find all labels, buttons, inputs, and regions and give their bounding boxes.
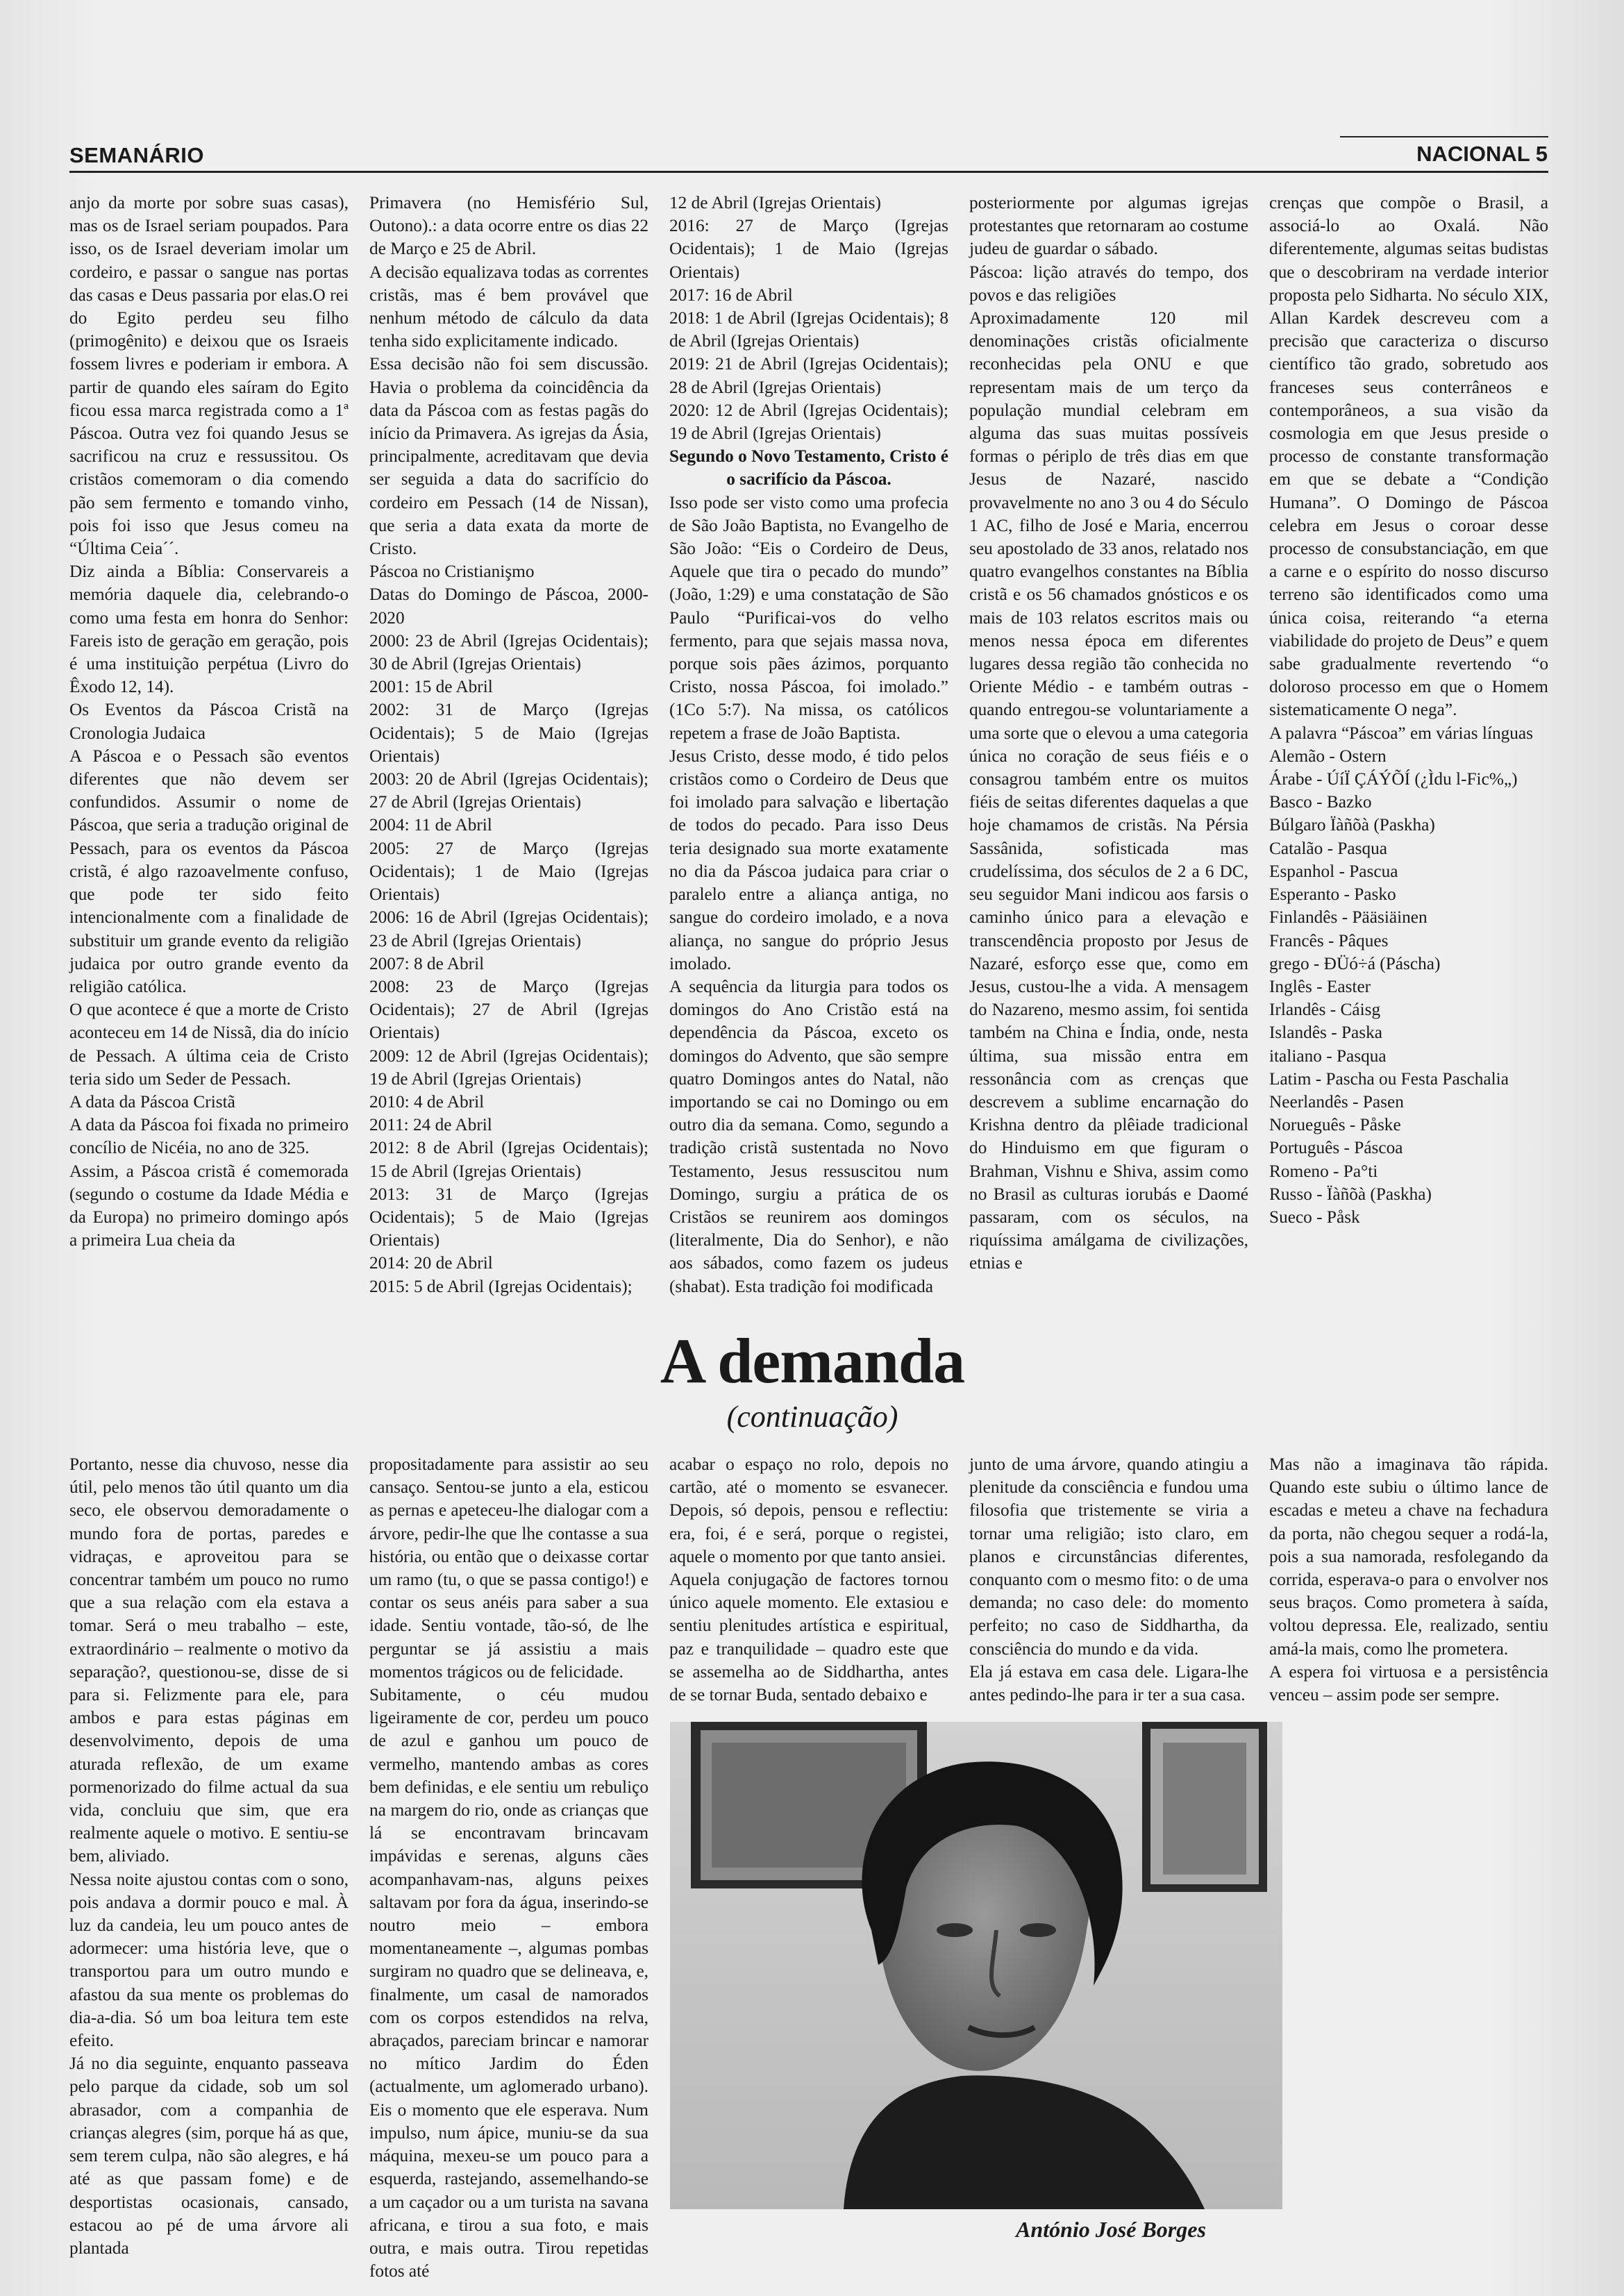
language-entry: Romeno - Pa°ti <box>1269 1161 1378 1181</box>
paragraph: Diz ainda a Bíblia: Conservareis a memória daquele dia, celebrando-o como uma festa em honra do Senhor: Fareis isto de geração em geração, pois é uma instituição perpétua (Livro do Êxodo 12, 14). <box>69 562 349 697</box>
subheading: Páscoa: lição através do tempo, dos povos e das religiões <box>969 262 1248 305</box>
paragraph: Subitamente, o céu mudou ligeiramente de cor, perdeu um pouco de azul e ganhou um pouco de vermelho, mantendo ambas as cores bem definidas, e ele sentiu um rebuliço na margem do rio, onde as crianças que lá se encontravam brincavam impávidas e serenas, alguns cães acompanhavam-nas, alguns peixes saltavam por fora da água, inserindo-se noutro meio – embora momentaneamente –, algumas pombas surgiram no quadro que se delineava, e, finalmente, um casal de namorados com os corpos estendidos na relva, abraçados, pareciam brincar e namorar no mítico Jardim do Éden (actualmente, um aglomerado urbano). Eis o momento que ele esperava. Num impulso, num ápice, muniu-se da sua máquina, mexeu-se um pouco para a esquerda, rastejando, assemelhando-se a um caçador ou a um turista na savana africana, e tirou a sua foto, e mais outra, e mais outra. Tirou repetidas fotos até <box>369 1685 648 2281</box>
language-entry: Russo - Ïàñõà (Paskha) <box>1269 1184 1432 1204</box>
date-entry: 2014: 20 de Abril <box>369 1253 493 1273</box>
paragraph: Jesus Cristo, desse modo, é tido pelos cristãos como o Cordeiro de Deus que foi imolado para salvação e libertação de todos do pecado. Para isso Deus teria designado sua morte exatamente no dia da Páscoa judaica para criar o paralelo entre a aliança antiga, no sangue do cordeiro imolado, e a nova aliança, no sangue do próprio Jesus imolado. <box>669 746 948 973</box>
language-entry: Francês - Pâques <box>1269 930 1389 950</box>
paragraph: A sequência da liturgia para todos os domingos do Ano Cristão está na dependência da Páscoa, exceto os domingos do Advento, que são sempre quatro Domingos antes do Natal, não importando se cai no Domingo ou em outro dia da semana. Como, segundo a tradição cristã sustentada no Novo Testamento, Jesus ressuscitou num Domingo, surgiu a prática de os Cristãos se reunirem aos domingos (literalmente, Dia do Senhor), e não aos sábados, como fazem os judeus (shabat). Esta tradição foi modificada <box>669 976 948 1296</box>
paragraph: Portanto, nesse dia chuvoso, nesse dia útil, pelo menos tão útil quanto um dia seco, ele observou demoradamente o mundo fora de portas, paredes e vidraças, e aproveitou para se concentrar também um pouco no rumo que a sua relação com ela estava a tomar. Será o meu trabalho – este, extraordinário – realmente o motivo da separação?, questionou-se, disse de si para si. Felizmente para ele, para ambos e para estas páginas em desenvolvimento, depois de uma aturada reflexão, de um exame pormenorizado do filme actual da sua vida, concluiu que sim, que era realmente aquele o motivo. E sentiu-se bem, aliviado. <box>69 1455 349 1866</box>
subheading: A palavra “Páscoa” em várias línguas <box>1269 723 1534 743</box>
header-rule <box>69 171 1548 173</box>
language-entry: Basco - Bazko <box>1269 792 1372 812</box>
page-number: 5 <box>1535 142 1548 166</box>
language-entry: Português - Páscoa <box>1269 1138 1403 1158</box>
language-entry: Espanhol - Pascua <box>1269 861 1398 881</box>
pascoa-column-2 <box>369 192 648 1298</box>
date-entry: 2013: 31 de Março (Igrejas Ocidentais); 5 de Maio (Igrejas Orientais) <box>369 1184 648 1250</box>
date-entry: 12 de Abril (Igrejas Orientais) <box>669 193 881 212</box>
subheading: Páscoa no Cristianişmo <box>369 562 535 582</box>
language-entry: grego - ÐÜó÷á (Páscha) <box>1269 953 1441 973</box>
language-entry: Norueguês - Påske <box>1269 1115 1401 1135</box>
paragraph: Nessa noite ajustou contas com o sono, pois andava a dormir pouco e mal. À luz da candeia, leu um pouco antes de adormecer: uma história leve, que o transportou para um outro mundo e afastou da sua mente os problemas do dia-a-dia. Só um boa leitura tem este efeito. <box>69 1869 349 2051</box>
language-entry: Alemão - Ostern <box>1269 746 1387 766</box>
paragraph: Mas não a imaginava tão rápida. Quando este subiu o último lance de escadas e meteu a chave na fechadura da porta, não chegou sequer a rodá-la, pois a sua namorada, resfolegando da corrida, esperava-o para o envolver nos seus braços. Como prometera à saída, voltou depressa. Ele, realizado, sentiu amá-la mais, como lhe prometera. <box>1269 1455 1548 1659</box>
publication-name: SEMANÁRIO <box>69 143 204 167</box>
language-entry: Sueco - Påsk <box>1269 1207 1360 1227</box>
date-entry: 2000: 23 de Abril (Igrejas Ocidentais); 30 de Abril (Igrejas Orientais) <box>369 630 648 674</box>
paragraph: propositadamente para assistir ao seu cansaço. Sentou-se junto a ela, esticou as pernas e apeteceu-lhe dialogar com a árvore, pedir-lhe que lhe contasse a sua história, ou então que o deixasse cortar um ramo (tu, o que se passa contigo!) e contar os seus anéis para saber a sua idade. Sentiu vontade, tão-só, de lhe perguntar se já assistiu a mais momentos trágicos ou de felicidade. <box>369 1455 648 1682</box>
paragraph: posteriormente por algumas igrejas protestantes que retornaram ao costume judeu de guardar o sábado. <box>969 193 1248 259</box>
paragraph: Primavera (no Hemisfério Sul, Outono).: a data ocorre entre os dias 22 de Março e 25 de Abril. <box>369 193 648 259</box>
demanda-column-4 <box>969 1453 1248 1707</box>
date-entry: 2020: 12 de Abril (Igrejas Ocidentais); 19 de Abril (Igrejas Orientais) <box>669 400 948 444</box>
paragraph: Ela já estava em casa dele. Ligara-lhe antes pedindo-lhe para ir ter a sua casa. <box>969 1661 1248 1705</box>
language-entry: Árabe - ÚíÏ ÇÁÝÕÍ (¿Ìdu l-Fic%„) <box>1269 769 1518 789</box>
language-entry: italiano - Pasqua <box>1269 1046 1387 1066</box>
paragraph: Essa decisão não foi sem discussão. Havia o problema da coincidência da data da Páscoa com as festas pagãs do início da Primavera. As igrejas da Ásia, principalmente, acreditavam que devia ser seguida a data do sacrifício do cordeiro em Pessach (14 de Nissan), que seria a data exata da morte de Cristo. <box>369 354 648 559</box>
paragraph: Já no dia seguinte, enquanto passeava pelo parque da cidade, sob um sol abrasador, com a companhia de crianças alegres (sim, porque há as que, sem terem culpa, não são alegres, e há até as que passam fome) e de desportistas ocasionais, cansado, estacou ao pé de uma árvore ali plantada <box>69 2054 349 2258</box>
language-entry: Búlgaro Ïàñõà (Paskha) <box>1269 815 1435 835</box>
author-portrait-drawing <box>670 1722 1282 2209</box>
date-entry: 2015: 5 de Abril (Igrejas Ocidentais); <box>369 1276 633 1296</box>
paragraph: A espera foi virtuosa e a persistência venceu – assim pode ser sempre. <box>1269 1661 1548 1705</box>
date-entry: 2016: 27 de Março (Igrejas Ocidentais); 1 de Maio (Igrejas Orientais) <box>669 216 948 282</box>
language-entry: Inglês - Easter <box>1269 976 1371 996</box>
paragraph: Assim, a Páscoa cristã é comemorada (segundo o costume da Idade Média e da Europa) no primeiro domingo após a primeira Lua cheia da <box>69 1161 349 1250</box>
date-entry: 2011: 24 de Abril <box>369 1115 492 1135</box>
language-entry: Islandês - Paska <box>1269 1023 1382 1043</box>
paragraph: Aquela conjugação de factores tornou único aquele momento. Ele extasiou e sentiu plenitudes artística e espiritual, paz e tranquilidade – quadro este que se assemelha ao de Siddhartha, antes de se tornar Buda, sentado debaixo e <box>669 1570 948 1705</box>
date-entry: 2001: 15 de Abril <box>369 677 493 697</box>
subheading: Os Eventos da Páscoa Cristã na Cronologia Judaica <box>69 700 349 743</box>
pascoa-column-4 <box>969 192 1248 1275</box>
language-entry: Finlandês - Pääsiäinen <box>1269 907 1428 928</box>
paragraph: A decisão equalizava todas as correntes cristãs, mas é bem provável que nenhum método de cálculo da data tenha sido explicitamente indicado. <box>369 262 648 351</box>
date-entry: 2005: 27 de Março (Igrejas Ocidentais); 1 de Maio (Igrejas Orientais) <box>369 838 648 905</box>
demanda-column-1 <box>69 1453 349 2260</box>
paragraph: junto de uma árvore, quando atingiu a plenitude da consciência e fundou uma filosofia que tristemente se viria a tornar uma religião; isto claro, em planos e circunstâncias diferentes, conquanto com o mesmo fito: o de uma demanda; no caso dele: do momento perfeito; no caso de Siddhartha, da consciência do mundo e da vida. <box>969 1455 1248 1659</box>
date-entry: 2019: 21 de Abril (Igrejas Ocidentais); 28 de Abril (Igrejas Orientais) <box>669 354 948 397</box>
demanda-column-3 <box>669 1453 948 1707</box>
language-entry: Irlandês - Cáisg <box>1269 1000 1381 1020</box>
language-entry: Esperanto - Pasko <box>1269 885 1396 905</box>
paragraph: Aproximadamente 120 mil denominações cristãs oficialmente reconhecidas pela ONU e que representam mais de um terço da população mundial celebram em alguma das suas muitas possíveis formas o périplo de três dias em que Jesus de Nazaré, nascido provavelmente no ano 3 ou 4 do Século 1 AC, filho de José e Maria, encerrou seu apostolado de 33 anos, relatado nos quatro evangelhos constantes na Bíblia cristã e os 56 chamados gnósticos e os mais de 103 relatos escritos mais ou menos nessa época em diferentes lugares dessa região tão conhecida no Oriente Médio - e também outras - quando entregou-se voluntariamente a uma sorte que o elevou a uma categoria única no coração de seus fiéis e o consagrou também entre os muitos fiéis de seitas diferentes daquelas a que hoje chamamos de cristãs. Na Pérsia Sassânida, sofisticada mas crudelíssima, dos séculos de 2 a 6 DC, seu seguidor Mani indicou aos farsis o caminho único para a elevação e transcendência proposto por Jesus de Nazaré, esforço esse que, como em Jesus, custou-lhe a vida. A mensagem do Nazareno, mesmo assim, foi sentida também na China e Índia, onde, nesta última, sua missão entra em ressonância com as crenças que descrevem a sublime encarnação do Krishna dentro da plêiade tradicional do Hinduismo em que figuram o Brahman, Vishnu e Shiva, assim como no Brasil as culturas iorubás e Daomé passaram, com os séculos, na riquíssima amálgama de civilizações, etnias e <box>969 308 1248 1273</box>
language-entry: Latim - Pascha ou Festa Paschalia <box>1269 1069 1509 1089</box>
date-entry: 2018: 1 de Abril (Igrejas Ocidentais); 8 de Abril (Igrejas Orientais) <box>669 308 948 351</box>
date-entry: 2007: 8 de Abril <box>369 953 485 973</box>
paragraph: acabar o espaço no rolo, depois no cartão, até o momento se esvanecer. Depois, só depois, pensou e reflectiu: era, foi, é e será, porque o registei, aquele o momento por que tanto ansiei. <box>669 1455 948 1566</box>
article-headline: A demanda <box>660 1325 965 1396</box>
paragraph: Isso pode ser visto como uma profecia de São João Baptista, no Evangelho de São João: “Eis o Cordeiro de Deus, Aquele que tira o pecado do mundo” (João, 1:29) e uma constatação de São Paulo “Purificai-vos do velho fermento, para que sejais massa nova, porque sois pães ázimos, porquanto Cristo, nossa Páscoa, foi imolado.” (1Co 5:7). Na missa, os católicos repetem a frase de João Baptista. <box>669 492 948 743</box>
pascoa-column-3 <box>669 192 948 1298</box>
bold-subheading: Segundo o Novo Testamento, Cristo é o sacrifício da Páscoa. <box>669 446 948 489</box>
date-entry: 2004: 11 de Abril <box>369 815 492 835</box>
demanda-column-5 <box>1269 1453 1548 1707</box>
demanda-column-2 <box>369 1453 648 2283</box>
date-entry: 2003: 20 de Abril (Igrejas Ocidentais); 27 de Abril (Igrejas Orientais) <box>369 769 648 812</box>
author-photo <box>670 1722 1282 2209</box>
paragraph: A data da Páscoa foi fixada no primeiro concílio de Nicéia, no ano de 325. <box>69 1115 349 1158</box>
date-entry: 2009: 12 de Abril (Igrejas Ocidentais); 19 de Abril (Igrejas Orientais) <box>369 1046 648 1089</box>
date-entry: 2012: 8 de Abril (Igrejas Ocidentais); 15 de Abril (Igrejas Orientais) <box>369 1138 648 1181</box>
photo-caption: António José Borges <box>1016 2217 1206 2242</box>
paragraph: crenças que compõe o Brasil, a associá-lo ao Oxalá. Não diferentemente, algumas seitas budistas que o descobriram na verdade interior proposta pelo Sidharta. No século XIX, Allan Kardek descreveu com a precisão que caracteriza o discurso científico tão grado, sobretudo aos franceses seus conterrâneos e contemporâneos, a sua visão da cosmologia em que Jesus preside o processo de constante transformação em que se debate a “Condição Humana”. O Domingo de Páscoa celebra em Jesus o coroar desse processo de consubstanciação, em que a carne e o espírito do nosso discurso terreno são identificados como uma única coisa, reiterando “a eterna viabilidade do projeto de Deus” e quem sabe gradualmente revertendo “o doloroso processo em que o Homem sistematicamente O nega”. <box>1269 193 1548 720</box>
pascoa-column-1 <box>69 192 349 1252</box>
date-entry: 2010: 4 de Abril <box>369 1091 485 1112</box>
paragraph: A Páscoa e o Pessach são eventos diferentes que não devem ser confundidos. Assumir o nome de Páscoa, que seria a tradução original de Pessach, para os eventos da Páscoa cristã, é algo razoavelmente confuso, que pode ter sido feito intencionalmente com a finalidade de substituir um grande evento da religião judaica por outro grande evento da religião católica. <box>69 746 349 996</box>
pascoa-column-5 <box>1269 192 1548 1229</box>
subheading: A data da Páscoa Cristã <box>69 1091 235 1112</box>
language-entry: Neerlandês - Pasen <box>1269 1091 1404 1112</box>
article-subheadline: (continuação) <box>726 1400 898 1434</box>
date-entry: 2006: 16 de Abril (Igrejas Ocidentais); 23 de Abril (Igrejas Orientais) <box>369 907 648 950</box>
header-top-rule <box>1340 136 1548 137</box>
subheading: Datas do Domingo de Páscoa, 2000-2020 <box>369 585 648 628</box>
page-section-label <box>1416 142 1548 167</box>
language-entry: Catalão - Pasqua <box>1269 838 1388 858</box>
date-entry: 2017: 16 de Abril <box>669 285 793 305</box>
paragraph: O que acontece é que a morte de Cristo aconteceu em 14 de Nissã, dia do início de Pessach. A última ceia de Cristo teria sido um Seder de Pessach. <box>69 1000 349 1089</box>
date-entry: 2002: 31 de Março (Igrejas Ocidentais); 5 de Maio (Igrejas Orientais) <box>369 700 648 766</box>
paragraph: anjo da morte por sobre suas casas), mas os de Israel seriam poupados. Para isso, os de Israel deveriam imolar um cordeiro, e passar o sangue nas portas das casas e Deus passaria por elas.O rei do Egito perdeu seu filho (primogênito) e deixou que os Israeis fossem livres e poderiam ir embora. A partir de quando eles saíram do Egito ficou essa marca registrada como a 1ª Páscoa. Outra vez foi quando Jesus se sacrificou na cruz e ressussitou. Os cristãos comemoram o dia comendo pão sem fermento e tomando vinho, pois foi isso que Jesus comeu na “Última Ceia´´. <box>69 193 349 559</box>
section-name: NACIONAL <box>1416 142 1530 166</box>
date-entry: 2008: 23 de Março (Igrejas Ocidentais); 27 de Abril (Igrejas Orientais) <box>369 976 648 1043</box>
